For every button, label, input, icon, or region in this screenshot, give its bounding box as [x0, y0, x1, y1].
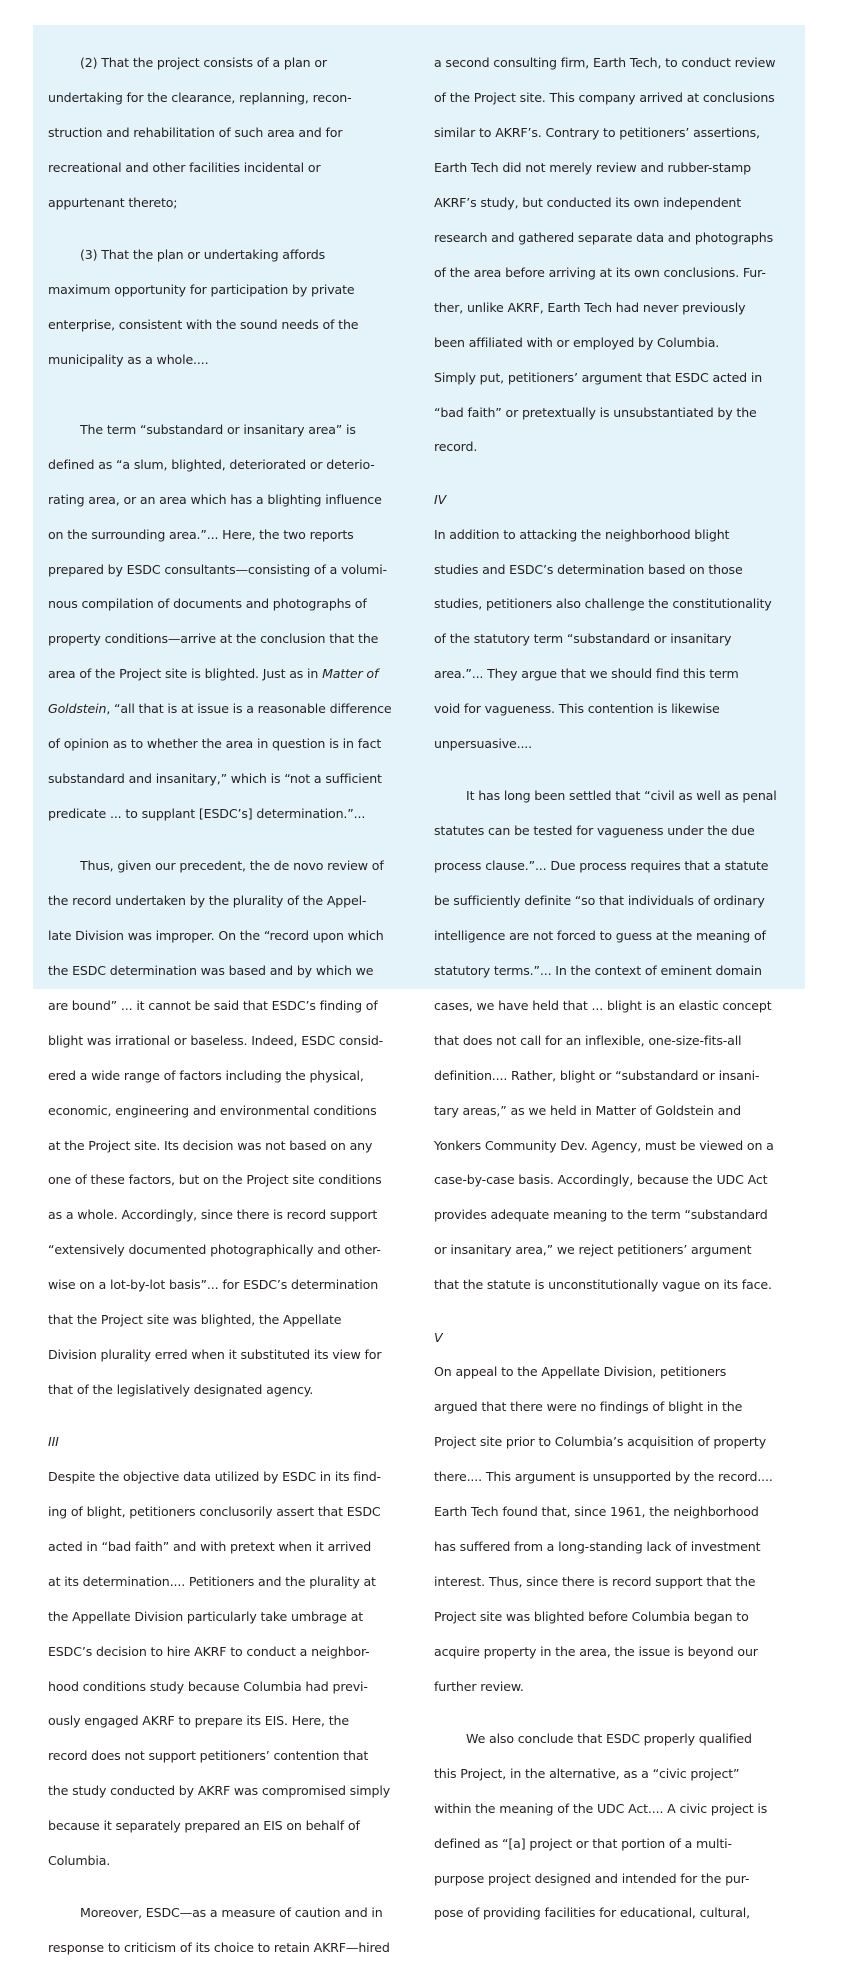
paragraph-addition [434, 508, 794, 770]
right-column [434, 37, 794, 1939]
text-line: Project site was blighted before Columbia began to [434, 1608, 749, 1624]
text-line: purpose project designed and intended for the pur- [434, 1870, 750, 1886]
text-line: defined as “a slum, blighted, deteriorated or deterio- [48, 456, 375, 472]
text-line: area.”... They argue that we should find this term [434, 666, 739, 682]
text-line: maximum opportunity for participation by private [48, 282, 355, 298]
text-line: predicate ... to supplant [ESDC’s] determination.”... [48, 805, 366, 821]
text-line: blight was irrational or baseless. Indeed, ESDC consid- [48, 1032, 384, 1048]
section-heading-iv: IV [434, 491, 447, 507]
text-line: that does not call for an inflexible, one-size-fits-all [434, 1032, 742, 1048]
text-line: cases, we have held that ... blight is an elastic concept [434, 997, 772, 1013]
text-line: the Appellate Division particularly take umbrage at [48, 1608, 364, 1624]
text-line: “bad faith” or pretextually is unsubstantiated by the [434, 404, 757, 420]
text-line: wise on a lot-by-lot basis”... for ESDC’s determination [48, 1277, 379, 1293]
text-line: case-by-case basis. Accordingly, because the UDC Act [434, 1172, 768, 1188]
text-line: late Division was improper. On the “record upon which [48, 928, 384, 944]
text-line: a second consulting firm, Earth Tech, to conduct review [434, 55, 776, 71]
text-line: or insanitary area,” we reject petitioners’ argument [434, 1242, 752, 1258]
text-line: Columbia. [48, 1853, 111, 1869]
text-line: recreational and other facilities incidental or [48, 160, 321, 176]
text-line: property conditions—arrive at the conclusion that the [48, 631, 379, 647]
text-line: tary areas,” as we held in Matter of Goldstein and [434, 1102, 741, 1118]
text-line: that of the legislatively designated agency. [48, 1381, 314, 1397]
text-line: studies, petitioners also challenge the constitutionality [434, 596, 772, 612]
paragraph-civic-project [434, 1712, 794, 1939]
text-line: enterprise, consistent with the sound needs of the [48, 317, 359, 333]
paragraph-second-firm [434, 37, 794, 473]
text-line: of the area before arriving at its own conclusions. Fur- [434, 264, 766, 280]
text-line: intelligence are not forced to guess at the meaning of [434, 928, 766, 944]
statute-item-2 [48, 37, 408, 229]
text-line: statutory terms.”... In the context of eminent domain [434, 963, 762, 978]
text-line [48, 665, 408, 682]
text-line: provides adequate meaning to the term “substandard [434, 1207, 768, 1223]
text-line: ESDC’s decision to hire AKRF to conduct a neighbor- [48, 1643, 370, 1659]
text-line: Thus, given our precedent, the de novo review of [80, 858, 384, 874]
text-line: In addition to attacking the neighborhood blight [434, 526, 730, 542]
document-sidebar-box [33, 25, 805, 1956]
text-line: struction and rehabilitation of such area and for [48, 125, 343, 141]
text-line: be sufficiently definite “so that individuals of ordinary [434, 893, 765, 909]
text-line: record. [434, 439, 478, 455]
text-line: On appeal to the Appellate Division, petitioners [434, 1364, 727, 1380]
text-line: record does not support petitioners’ contention that [48, 1748, 369, 1764]
text-line: on the surrounding area.”... Here, the two reports [48, 526, 354, 542]
statute-item-3 [48, 229, 408, 386]
text-line: this Project, in the alternative, as a “civic project” [434, 1765, 740, 1781]
text-line: of opinion as to whether the area in question is in fact [48, 736, 382, 752]
text-line: the ESDC determination was based and by which we [48, 963, 374, 978]
text-line: at its determination.... Petitioners and the plurality at [48, 1573, 376, 1589]
text-line: Division plurality erred when it substituted its view for [48, 1346, 382, 1362]
case-name-italic: Matter of [322, 666, 379, 682]
text-line: substandard and insanitary,” which is “not a sufficient [48, 771, 382, 787]
text-line: defined as “[a] project or that portion of a multi- [434, 1835, 732, 1851]
text-line: void for vagueness. This contention is likewise [434, 701, 720, 717]
text-line: statutes can be tested for vagueness under the due [434, 823, 755, 839]
text-line: The term “substandard or insanitary area” is [80, 421, 356, 437]
text-line: acquire property in the area, the issue is beyond our [434, 1643, 758, 1659]
text-line: ously engaged AKRF to prepare its EIS. Here, the [48, 1713, 349, 1729]
text-line: there.... This argument is unsupported by the record.... [434, 1469, 773, 1485]
case-name-italic: Goldstein [48, 701, 107, 717]
text-line: process clause.”... Due process requires that a statute [434, 858, 769, 874]
text-line: the study conducted by AKRF was compromised simply [48, 1783, 391, 1799]
paragraph-moreover [48, 1887, 408, 1974]
text-line: that the Project site was blighted, the Appellate [48, 1312, 342, 1328]
text-line: undertaking for the clearance, replanning, recon- [48, 90, 352, 106]
text-line [48, 700, 408, 717]
text-line: similar to AKRF’s. Contrary to petitioners’ assertions, [434, 125, 760, 141]
text-line: AKRF’s study, but conducted its own independent [434, 195, 742, 211]
text-line: Earth Tech did not merely review and rubber-stamp [434, 160, 752, 176]
text-line: (3) That the plan or undertaking affords [80, 247, 326, 263]
text-line: research and gathered separate data and photographs [434, 229, 773, 245]
text-line: Project site prior to Columbia’s acquisition of property [434, 1434, 767, 1450]
section-heading-v: V [434, 1329, 443, 1345]
text-line: (2) That the project consists of a plan or [80, 55, 327, 71]
text-line: definition.... Rather, blight or “substandard or insani- [434, 1067, 760, 1083]
text-line: economic, engineering and environmental conditions [48, 1102, 377, 1118]
text-line: one of these factors, but on the Project site conditions [48, 1172, 382, 1188]
text-line: Despite the objective data utilized by ESDC in its find- [48, 1469, 381, 1485]
text-line: We also conclude that ESDC properly qualified [466, 1730, 752, 1746]
text-line: argued that there were no findings of blight in the [434, 1399, 743, 1415]
text-line: at the Project site. Its decision was not based on any [48, 1137, 373, 1153]
paragraph-despite [48, 1451, 408, 1887]
text-fragment: area of the Project site is blighted. Just as in [48, 666, 323, 682]
text-line: “extensively documented photographically and other- [48, 1242, 381, 1258]
text-line: hood conditions study because Columbia had previ- [48, 1678, 368, 1694]
text-line: rating area, or an area which has a blighting influence [48, 491, 382, 507]
paragraph-settled [434, 770, 794, 1311]
text-line: been affiliated with or employed by Columbia. [434, 334, 720, 350]
left-column [48, 37, 408, 1974]
text-line: Simply put, petitioners’ argument that ESDC acted in [434, 369, 763, 385]
text-line: acted in “bad faith” and with pretext when it arrived [48, 1538, 372, 1554]
paragraph-appeal [434, 1346, 794, 1713]
text-line: prepared by ESDC consultants—consisting of a volumi- [48, 561, 387, 577]
text-line: nous compilation of documents and photographs of [48, 596, 367, 612]
text-line: Moreover, ESDC—as a measure of caution and in [80, 1905, 383, 1921]
paragraph-substandard-term [48, 404, 408, 840]
text-line: the record undertaken by the plurality of the Appel- [48, 893, 367, 909]
text-line: studies and ESDC’s determination based on those [434, 561, 743, 577]
text-line: as a whole. Accordingly, since there is record support [48, 1207, 378, 1223]
paragraph-thus [48, 840, 408, 1416]
text-line: appurtenant thereto; [48, 195, 178, 211]
text-line: municipality as a whole.... [48, 352, 209, 368]
text-line: interest. Thus, since there is record support that the [434, 1573, 756, 1589]
text-line: ered a wide range of factors including the physical, [48, 1067, 364, 1083]
text-line: of the Project site. This company arrived at conclusions [434, 90, 775, 106]
text-line: It has long been settled that “civil as well as penal [466, 788, 777, 804]
text-line: within the meaning of the UDC Act.... A civic project is [434, 1800, 768, 1816]
text-line: pose of providing facilities for educational, cultural, [434, 1905, 751, 1921]
text-line: ing of blight, petitioners conclusorily assert that ESDC [48, 1504, 381, 1520]
text-line: Yonkers Community Dev. Agency, must be viewed on a [434, 1137, 774, 1153]
section-heading-iii: III [48, 1434, 59, 1450]
text-line: further review. [434, 1678, 524, 1694]
text-line: ther, unlike AKRF, Earth Tech had never previously [434, 299, 746, 315]
text-line: are bound” ... it cannot be said that ESDC’s finding of [48, 997, 378, 1013]
text-line: because it separately prepared an EIS on behalf of [48, 1818, 360, 1834]
text-line: that the statute is unconstitutionally vague on its face. [434, 1277, 772, 1293]
text-line: unpersuasive.... [434, 736, 533, 752]
text-line: response to criticism of its choice to retain AKRF—hired [48, 1940, 390, 1956]
text-line: of the statutory term “substandard or insanitary [434, 631, 732, 647]
text-line: Earth Tech found that, since 1961, the neighborhood [434, 1504, 759, 1520]
text-line: has suffered from a long-standing lack of investment [434, 1538, 761, 1554]
text-fragment: , “all that is at issue is a reasonable difference [106, 701, 392, 717]
